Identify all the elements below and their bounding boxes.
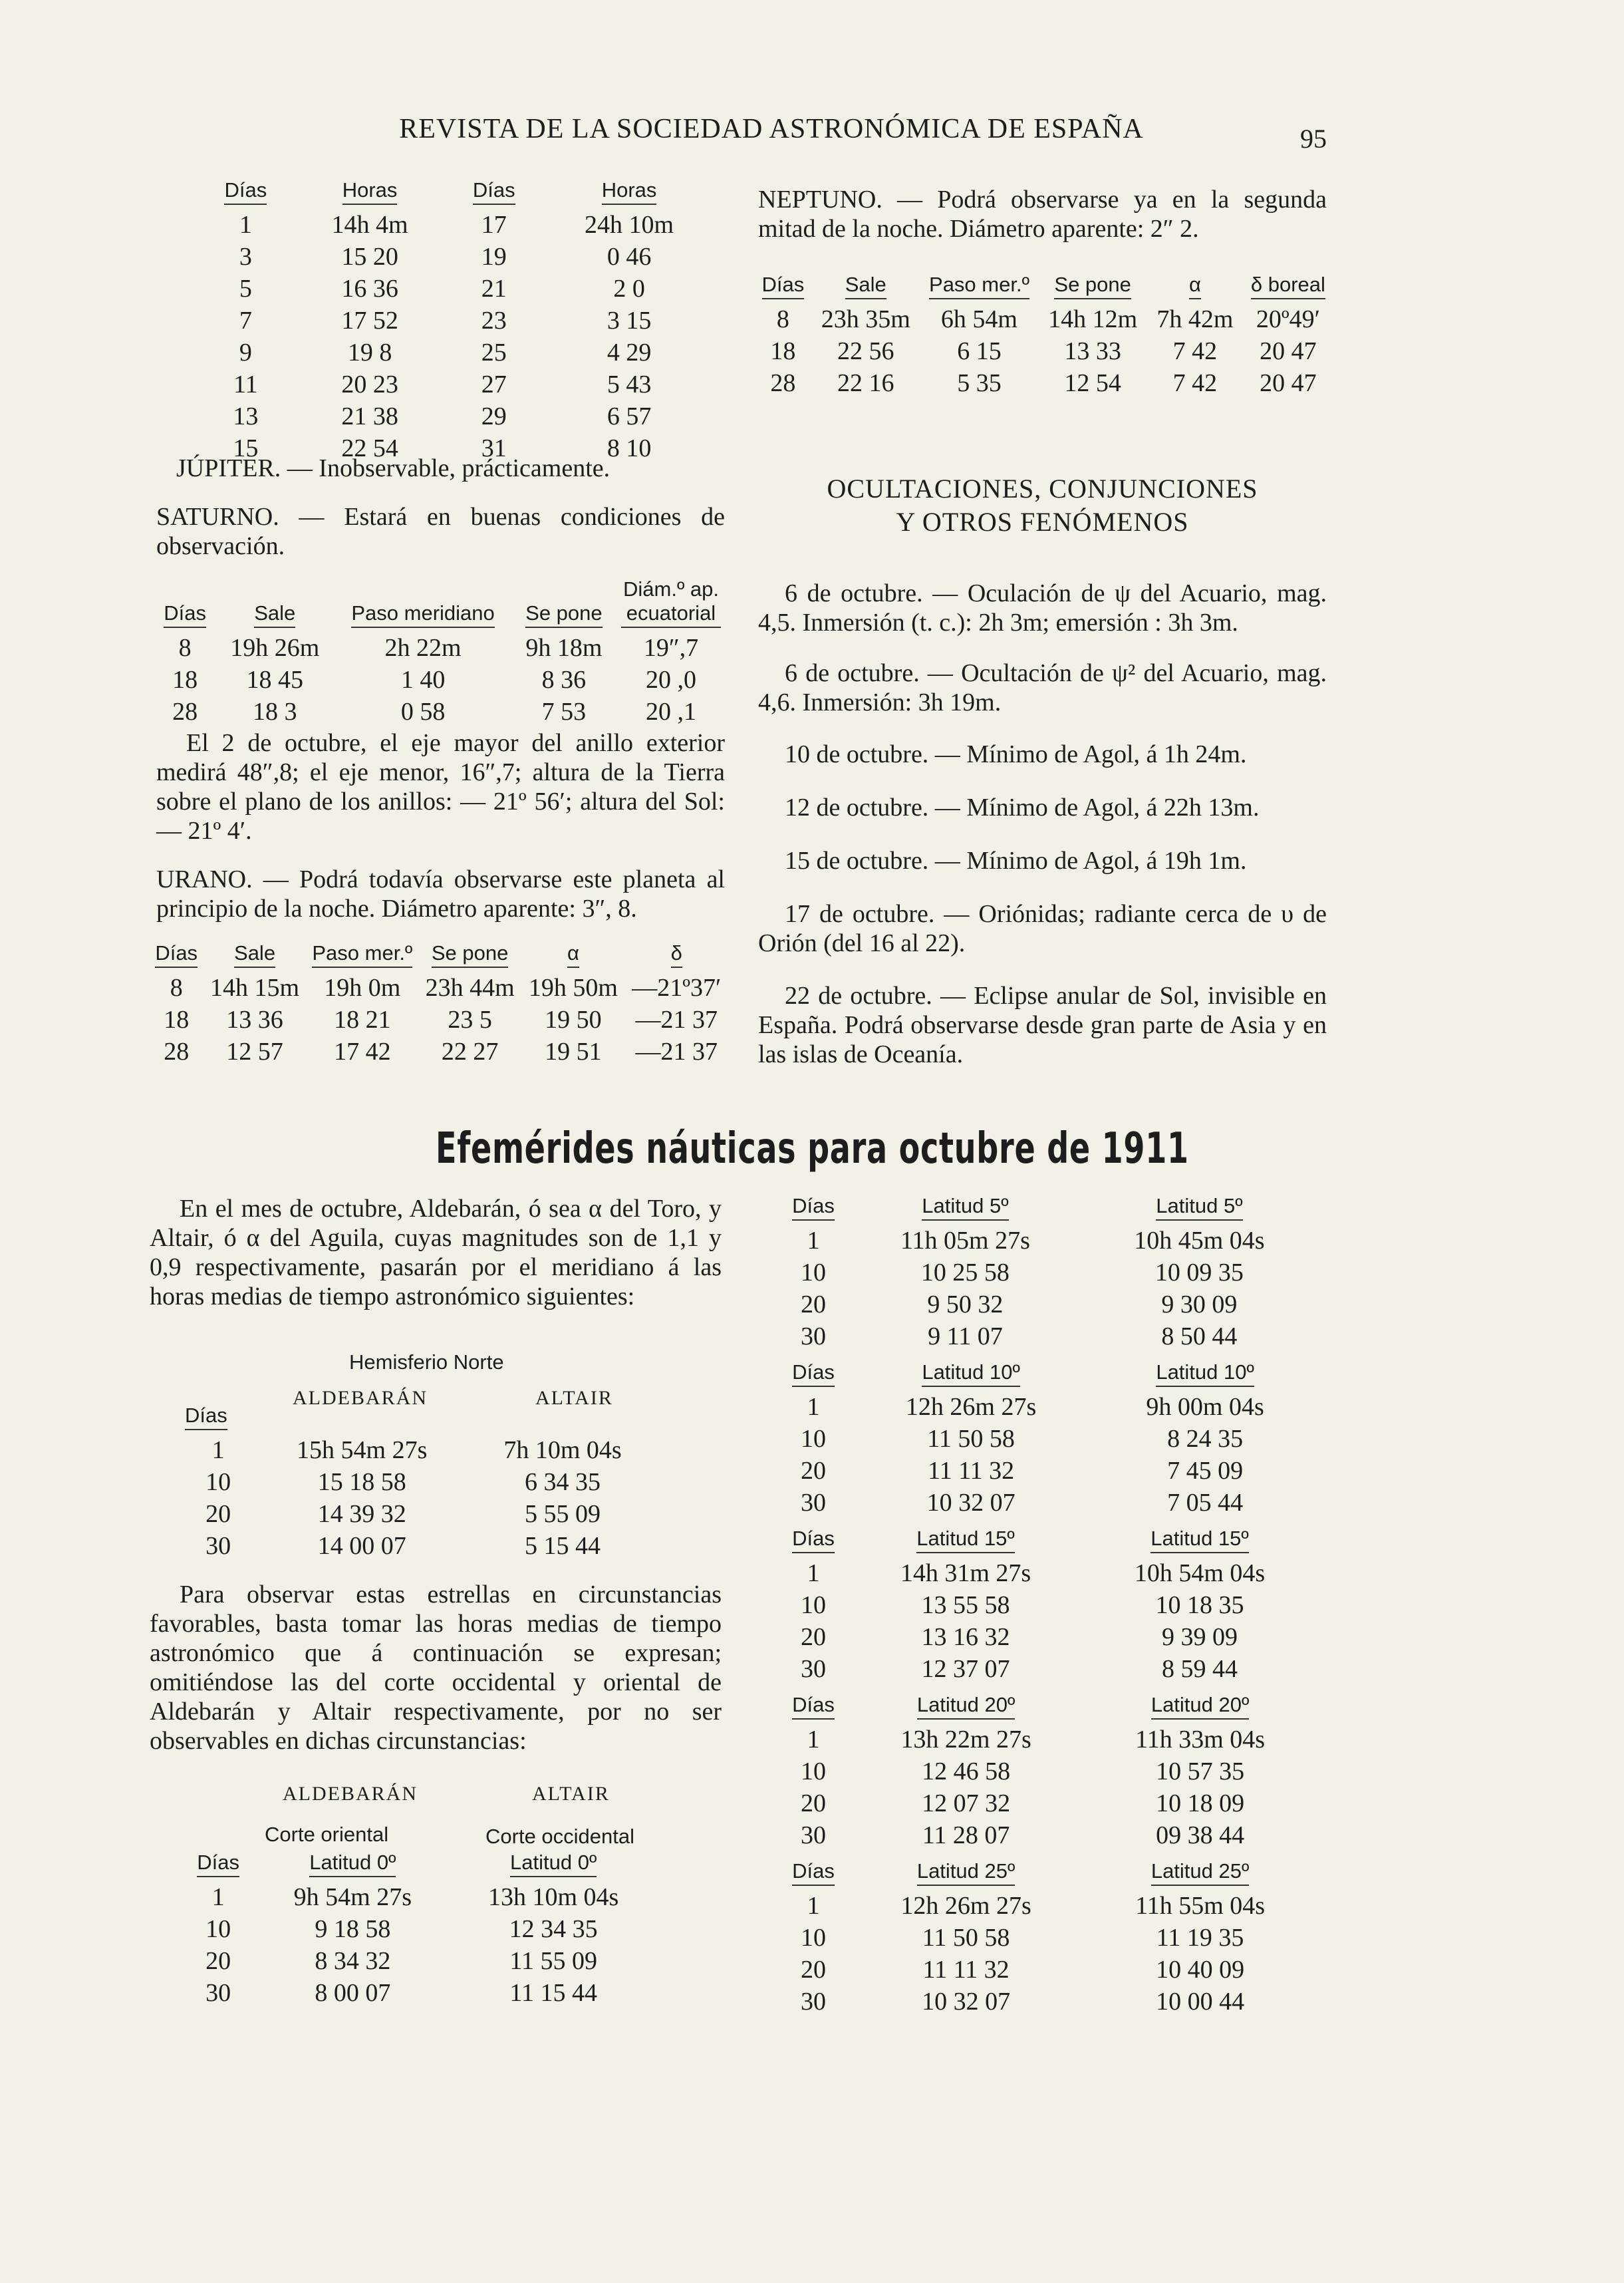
table-cell: 16 36 bbox=[341, 275, 398, 303]
table-cell: 4 29 bbox=[607, 339, 652, 367]
table-row bbox=[755, 335, 1333, 367]
col-header: Sale bbox=[811, 273, 920, 303]
table-cell: 21 bbox=[481, 275, 507, 303]
table-cell: 10h 45m 04s bbox=[1134, 1227, 1265, 1255]
table-cell: 11 11 32 bbox=[927, 1457, 1015, 1485]
section-heading-line: Y OTROS FENÓMENOS bbox=[896, 507, 1189, 537]
table-cell: 22 56 bbox=[837, 337, 894, 365]
col-header: Latitud 20º bbox=[849, 1693, 1083, 1724]
table-row bbox=[778, 1890, 1317, 1922]
table-cell: 1 bbox=[807, 1393, 820, 1421]
table-cell: 6h 54m bbox=[940, 305, 1017, 333]
table-cell: 6 57 bbox=[607, 402, 652, 430]
table-cell: 19h 0m bbox=[324, 974, 401, 1002]
table-cell: 10 bbox=[801, 1924, 826, 1952]
table-cell: 28 bbox=[172, 698, 198, 726]
table-cell: 17 42 bbox=[334, 1038, 391, 1066]
col-header: δ boreal bbox=[1243, 273, 1333, 303]
col-header: Sale bbox=[203, 941, 306, 972]
running-header: REVISTA DE LA SOCIEDAD ASTRONÓMICA DE ESPAÑA bbox=[399, 114, 1144, 144]
table-cell: 20 bbox=[801, 1956, 826, 1984]
table-cell: 13 bbox=[233, 402, 259, 430]
table-cell: 19h 26m bbox=[230, 634, 320, 662]
col-header: Latitud 0º bbox=[448, 1851, 658, 1881]
table-cell: 1 40 bbox=[400, 666, 446, 694]
table-row bbox=[154, 632, 726, 664]
table-cell: 12 07 32 bbox=[922, 1789, 1011, 1817]
col-header: Latitud 15º bbox=[1083, 1527, 1317, 1557]
latitude-table bbox=[778, 1360, 1317, 1519]
col-header: Latitud 25º bbox=[1083, 1859, 1317, 1890]
table-cell: 11 11 32 bbox=[922, 1956, 1010, 1984]
table-cell: 14 39 32 bbox=[317, 1500, 406, 1528]
table-row bbox=[778, 1724, 1317, 1755]
table-cell: 20 bbox=[801, 1623, 826, 1651]
table-cell: 8 bbox=[178, 634, 192, 662]
table-cell: 20 ,1 bbox=[646, 698, 696, 726]
table-cell: 20 bbox=[801, 1291, 826, 1318]
col-header: Paso mer.º bbox=[307, 941, 418, 972]
nautical-title: Efemérides náuticas para octubre de 1911 bbox=[436, 1124, 1189, 1173]
table-cell: 30 bbox=[205, 1979, 231, 2007]
table-cell: 11h 55m 04s bbox=[1135, 1892, 1266, 1920]
table-cell: 28 bbox=[164, 1038, 190, 1066]
table-row bbox=[755, 303, 1333, 335]
altair-label: ALTAIR bbox=[535, 1387, 613, 1409]
table-row bbox=[778, 1589, 1317, 1621]
table-cell: 23h 35m bbox=[821, 305, 910, 333]
table-row bbox=[778, 1257, 1317, 1289]
north-table bbox=[180, 1404, 658, 1562]
saturn-ring-paragraph: El 2 de octubre, el eje mayor del anillo exterior medirá 48″,8; el eje menor, 16″,7; altura de la Tierra sobre el plano de los anillos: — 21º 56′; altura del Sol: — 21º 4′. bbox=[156, 729, 725, 845]
table-cell: 13 16 32 bbox=[921, 1623, 1010, 1651]
col-header: Días bbox=[778, 1194, 849, 1225]
table-cell: 9 bbox=[239, 339, 252, 367]
table-row bbox=[154, 696, 726, 728]
col-header: Latitud 25º bbox=[849, 1859, 1083, 1890]
table-row bbox=[150, 972, 728, 1004]
table-cell: 15h 54m 27s bbox=[297, 1436, 428, 1464]
table-cell: 21 38 bbox=[341, 402, 398, 430]
table-cell: 31 bbox=[481, 434, 507, 462]
table-cell: 10 bbox=[205, 1468, 231, 1496]
col-header: Días bbox=[755, 273, 811, 303]
table-cell: 20 47 bbox=[1260, 337, 1317, 365]
col-header: Días bbox=[448, 178, 540, 209]
table-cell: 10 32 07 bbox=[922, 1988, 1011, 2016]
table-cell: 8 bbox=[776, 305, 789, 333]
table-cell: 7h 42m bbox=[1156, 305, 1234, 333]
table-cell: 24h 10m bbox=[585, 211, 674, 239]
table-cell: 9 11 07 bbox=[928, 1322, 1003, 1350]
table-cell: 10 57 35 bbox=[1156, 1757, 1245, 1785]
table-cell: 10 25 58 bbox=[920, 1259, 1010, 1287]
table-cell: 9 18 58 bbox=[315, 1915, 391, 1943]
table-cell: 14 00 07 bbox=[317, 1532, 406, 1560]
table-row bbox=[778, 1819, 1317, 1851]
table-row bbox=[778, 1922, 1317, 1954]
table-cell: 5 15 44 bbox=[525, 1532, 601, 1560]
table-row bbox=[778, 1621, 1317, 1653]
table-cell: 7 05 44 bbox=[1167, 1489, 1244, 1517]
jupiter-note: JÚPITER. — Inobservable, prácticamente. bbox=[176, 454, 610, 482]
uranus-note: URANO. — Podrá todavía observarse este planeta al principio de la noche. Diámetro aparente: 3″, 8. bbox=[156, 865, 725, 923]
table-row bbox=[778, 1557, 1317, 1589]
table-cell: 9h 00m 04s bbox=[1146, 1393, 1264, 1421]
table-cell: 5 35 bbox=[957, 369, 1002, 397]
aldebaran-label: ALDEBARÁN bbox=[283, 1783, 418, 1805]
table-cell: 7h 10m 04s bbox=[503, 1436, 622, 1464]
event-item: 6 de octubre. — Ocultación de ψ² del Acuario, mag. 4,6. Inmersión: 3h 19m. bbox=[758, 659, 1327, 716]
table-row bbox=[200, 337, 718, 369]
table-cell: —21 37 bbox=[635, 1038, 718, 1066]
table-cell: 11 50 58 bbox=[922, 1924, 1010, 1952]
table-cell: 8 34 32 bbox=[315, 1947, 391, 1975]
table-cell: 23 5 bbox=[448, 1006, 492, 1034]
table-row bbox=[755, 367, 1333, 399]
table-cell: 23 bbox=[481, 307, 507, 335]
table-cell: 7 bbox=[239, 307, 252, 335]
table-cell: 30 bbox=[801, 1489, 826, 1517]
table-cell: 18 bbox=[770, 337, 796, 365]
table-cell: 8 10 bbox=[607, 434, 652, 462]
col-header: Días bbox=[200, 178, 292, 209]
table-row bbox=[778, 1755, 1317, 1787]
table-cell: 10 32 07 bbox=[926, 1489, 1015, 1517]
table-cell: 0 58 bbox=[400, 698, 446, 726]
col-header: Días bbox=[778, 1527, 849, 1557]
table-cell: 10 bbox=[801, 1591, 826, 1619]
table-cell: 19 51 bbox=[545, 1038, 602, 1066]
col-header: Horas bbox=[540, 178, 718, 209]
table-row bbox=[150, 1004, 728, 1036]
table-cell: 7 53 bbox=[541, 698, 587, 726]
table-cell: 22 54 bbox=[341, 434, 398, 462]
table-cell: 1 bbox=[807, 1892, 820, 1920]
table-cell: 9h 54m 27s bbox=[293, 1883, 412, 1911]
col-header: α bbox=[1147, 273, 1243, 303]
table-cell: 19 bbox=[481, 243, 507, 271]
table-cell: 7 42 bbox=[1172, 369, 1218, 397]
table-cell: 20 bbox=[801, 1457, 826, 1485]
table-cell: 2 0 bbox=[613, 275, 645, 303]
col-header: Días bbox=[180, 1851, 257, 1881]
nautical-intro: En el mes de octubre, Aldebarán, ó sea α del Toro, y Altair, ó α del Aguila, cuyas magnitudes son de 1,1 y 0,9 respectivamente, pasarán por el meridiano á las horas medias de tiempo astronómico siguientes: bbox=[150, 1195, 722, 1310]
latitude-table bbox=[778, 1693, 1317, 1851]
col-header: Se pone bbox=[512, 577, 616, 632]
table-cell: 28 bbox=[770, 369, 796, 397]
col-header: α bbox=[521, 941, 624, 972]
col-header: Se pone bbox=[418, 941, 521, 972]
event-item: 15 de octubre. — Mínimo de Agol, á 19h 1m. bbox=[785, 847, 1247, 875]
table-cell: 8 bbox=[170, 974, 183, 1002]
col-header: Se pone bbox=[1038, 273, 1147, 303]
table-row bbox=[200, 273, 718, 305]
table-cell: 3 15 bbox=[607, 307, 652, 335]
table-cell: 14h 15m bbox=[210, 974, 300, 1002]
table-cell: 18 bbox=[164, 1006, 190, 1034]
table-cell: 8 59 44 bbox=[1162, 1655, 1238, 1683]
table-cell: 12 37 07 bbox=[921, 1655, 1010, 1683]
table-cell: 1 bbox=[807, 1227, 820, 1255]
section-heading-line: OCULTACIONES, CONJUNCIONES bbox=[827, 474, 1258, 504]
table-cell: —21º37′ bbox=[632, 974, 722, 1002]
table-cell: 14h 12m bbox=[1048, 305, 1138, 333]
table-cell: 8 24 35 bbox=[1167, 1425, 1244, 1453]
table-cell: 22 27 bbox=[441, 1038, 499, 1066]
table-row bbox=[778, 1289, 1317, 1320]
table-cell: 7 42 bbox=[1172, 337, 1218, 365]
table-row bbox=[778, 1487, 1317, 1519]
table-cell: 9 30 09 bbox=[1161, 1291, 1238, 1318]
table-cell: 6 34 35 bbox=[525, 1468, 601, 1496]
table-cell: 10h 54m 04s bbox=[1134, 1559, 1266, 1587]
saturn-note: SATURNO. — Estará en buenas condiciones de observación. bbox=[156, 503, 725, 560]
table-cell: 11h 05m 27s bbox=[900, 1227, 1030, 1255]
table-row bbox=[180, 1913, 658, 1945]
table-cell: 13 36 bbox=[226, 1006, 283, 1034]
table-cell: —21 37 bbox=[635, 1006, 718, 1034]
table-row bbox=[200, 369, 718, 400]
table-cell: 8 00 07 bbox=[315, 1979, 391, 2007]
page-number: 95 bbox=[1300, 124, 1327, 154]
table-cell: 9 50 32 bbox=[927, 1291, 1004, 1318]
table-cell: 14h 31m 27s bbox=[900, 1559, 1031, 1587]
table-cell: 5 bbox=[239, 275, 252, 303]
table-cell: 1 bbox=[807, 1559, 820, 1587]
table-cell: 12 46 58 bbox=[922, 1757, 1011, 1785]
table-row bbox=[154, 664, 726, 696]
table-row bbox=[180, 1945, 658, 1977]
table-cell: 12 34 35 bbox=[509, 1915, 598, 1943]
nautical-paragraph: Para observar estas estrellas en circunstancias favorables, basta tomar las horas medias de tiempo astronómico que á continuación se expresan; omitiéndose las del corte occidental y oriental de Aldebarán y Altair respectivamente, por no ser observables en dichas circunstancias: bbox=[150, 1581, 722, 1755]
table-cell: 13h 22m 27s bbox=[900, 1726, 1031, 1753]
col-header: Diám.º ap. ecuatorial bbox=[616, 577, 726, 632]
col-header: Paso mer.º bbox=[920, 273, 1039, 303]
col-header: Días bbox=[150, 941, 203, 972]
table-row bbox=[778, 1423, 1317, 1455]
table-row bbox=[150, 1036, 728, 1068]
table-cell: 1 bbox=[211, 1883, 225, 1911]
table-cell: 8 50 44 bbox=[1161, 1322, 1238, 1350]
table-cell: 10 40 09 bbox=[1156, 1956, 1245, 1984]
table-row bbox=[180, 1498, 658, 1530]
table-cell: 27 bbox=[481, 371, 507, 398]
table-row bbox=[180, 1466, 658, 1498]
table-cell: 18 45 bbox=[246, 666, 303, 694]
table-cell: 18 21 bbox=[334, 1006, 391, 1034]
table-cell: 8 36 bbox=[541, 666, 587, 694]
table-cell: 20 bbox=[205, 1500, 231, 1528]
col-header: Horas bbox=[292, 178, 448, 209]
table-cell: 10 bbox=[801, 1425, 826, 1453]
col-header: Latitud 20º bbox=[1083, 1693, 1317, 1724]
table-cell: 22 16 bbox=[837, 369, 894, 397]
table-cell: 12h 26m 27s bbox=[905, 1393, 1037, 1421]
table-cell: 6 15 bbox=[957, 337, 1002, 365]
table-cell: 10 bbox=[801, 1757, 826, 1785]
section-heading bbox=[758, 472, 1327, 539]
table-cell: 09 38 44 bbox=[1156, 1821, 1245, 1849]
table-cell: 14h 4m bbox=[331, 211, 408, 239]
table-cell: 20 bbox=[801, 1789, 826, 1817]
col-header: Días bbox=[778, 1360, 849, 1391]
table-row bbox=[200, 305, 718, 337]
table-cell: 20 bbox=[205, 1947, 231, 1975]
col-header: Latitud 5º bbox=[849, 1194, 1082, 1225]
mars-table bbox=[200, 178, 718, 464]
corte-occidental-label: Corte occidental bbox=[485, 1825, 635, 1848]
table-cell: 18 bbox=[172, 666, 198, 694]
table-cell: 9h 18m bbox=[525, 634, 603, 662]
table-cell: 3 bbox=[239, 243, 252, 271]
table-row bbox=[180, 1530, 658, 1562]
latitude-table bbox=[778, 1527, 1317, 1685]
table-cell: 10 bbox=[205, 1915, 231, 1943]
table-cell: 17 52 bbox=[341, 307, 398, 335]
event-item: 12 de octubre. — Mínimo de Agol, á 22h 13m. bbox=[785, 794, 1260, 822]
table-row bbox=[778, 1787, 1317, 1819]
table-cell: 11 50 58 bbox=[927, 1425, 1015, 1453]
table-row bbox=[180, 1977, 658, 2009]
event-item: 22 de octubre. — Eclipse anular de Sol, invisible en España. Podrá observarse desde gran parte de Asia y en las islas de Oceanía. bbox=[758, 982, 1327, 1068]
table-row bbox=[778, 1455, 1317, 1487]
col-header: Latitud 10º bbox=[1093, 1360, 1317, 1391]
table-cell: 10 09 35 bbox=[1154, 1259, 1244, 1287]
table-cell: 13 55 58 bbox=[921, 1591, 1010, 1619]
table-cell: 15 bbox=[233, 434, 259, 462]
neptune-note: NEPTUNO. — Podrá observarse ya en la segunda mitad de la noche. Diámetro aparente: 2″ 2. bbox=[758, 186, 1327, 243]
lat0-table bbox=[180, 1851, 658, 2009]
table-cell: 17 bbox=[481, 211, 507, 239]
table-cell: 30 bbox=[801, 1322, 826, 1350]
col-header: Días bbox=[778, 1693, 849, 1724]
table-row bbox=[180, 1434, 658, 1466]
table-cell: 10 00 44 bbox=[1156, 1988, 1245, 2016]
table-row bbox=[200, 400, 718, 432]
event-item: 17 de octubre. — Oriónidas; radiante cerca de υ de Orión (del 16 al 22). bbox=[758, 900, 1327, 957]
col-header: δ bbox=[625, 941, 728, 972]
col-header: Días bbox=[154, 577, 215, 632]
table-cell: 9 39 09 bbox=[1162, 1623, 1238, 1651]
table-cell: 20º49′ bbox=[1256, 305, 1320, 333]
table-cell: 7 45 09 bbox=[1167, 1457, 1244, 1485]
corte-oriental-label: Corte oriental bbox=[265, 1823, 389, 1846]
hemisferio-label: Hemisferio Norte bbox=[349, 1350, 504, 1374]
table-cell: 30 bbox=[801, 1655, 826, 1683]
col-header: Sale bbox=[215, 577, 334, 632]
table-cell: 20 ,0 bbox=[646, 666, 696, 694]
event-item: 10 de octubre. — Mínimo de Agol, á 1h 24m. bbox=[785, 740, 1247, 768]
table-row bbox=[778, 1653, 1317, 1685]
table-row bbox=[778, 1391, 1317, 1423]
table-cell: 11 55 09 bbox=[509, 1947, 597, 1975]
table-cell: 19h 50m bbox=[528, 974, 618, 1002]
table-cell: 15 18 58 bbox=[317, 1468, 406, 1496]
table-cell: 5 55 09 bbox=[525, 1500, 601, 1528]
table-cell: 13 33 bbox=[1064, 337, 1121, 365]
table-row bbox=[200, 209, 718, 241]
col-header: Latitud 5º bbox=[1082, 1194, 1317, 1225]
table-cell: 11 19 35 bbox=[1156, 1924, 1244, 1952]
table-cell: 11 28 07 bbox=[922, 1821, 1010, 1849]
table-cell: 19 8 bbox=[347, 339, 392, 367]
table-cell: 30 bbox=[801, 1821, 826, 1849]
table-row bbox=[778, 1986, 1317, 2018]
table-cell: 1 bbox=[807, 1726, 820, 1753]
table-cell: 11 bbox=[233, 371, 258, 398]
aldebaran-label: ALDEBARÁN bbox=[293, 1387, 428, 1409]
latitude-table bbox=[778, 1194, 1317, 1352]
table-row bbox=[180, 1881, 658, 1913]
saturn-table bbox=[154, 577, 726, 728]
table-cell: 18 3 bbox=[252, 698, 297, 726]
table-cell: 29 bbox=[481, 402, 507, 430]
table-cell: 15 20 bbox=[341, 243, 398, 271]
col-header: Paso meridiano bbox=[334, 577, 512, 632]
table-cell: 1 bbox=[211, 1436, 225, 1464]
table-cell: 12 54 bbox=[1064, 369, 1121, 397]
table-cell: 19 50 bbox=[545, 1006, 602, 1034]
latitude-table bbox=[778, 1859, 1317, 2018]
col-header: Latitud 0º bbox=[257, 1851, 448, 1881]
table-cell: 10 18 35 bbox=[1155, 1591, 1244, 1619]
table-cell: 12 57 bbox=[226, 1038, 283, 1066]
table-cell: 25 bbox=[481, 339, 507, 367]
table-cell: 30 bbox=[205, 1532, 231, 1560]
table-row bbox=[778, 1225, 1317, 1257]
table-cell: 20 23 bbox=[341, 371, 398, 398]
altair-label: ALTAIR bbox=[532, 1783, 610, 1805]
table-cell: 11 15 44 bbox=[509, 1979, 597, 2007]
table-row bbox=[778, 1954, 1317, 1986]
table-cell: 10 18 09 bbox=[1156, 1789, 1245, 1817]
table-cell: 5 43 bbox=[607, 371, 652, 398]
col-header: Días bbox=[778, 1859, 849, 1890]
col-header: Latitud 10º bbox=[849, 1360, 1093, 1391]
table-cell: 19″,7 bbox=[643, 634, 699, 662]
table-cell: 12h 26m 27s bbox=[900, 1892, 1031, 1920]
table-cell: 10 bbox=[801, 1259, 826, 1287]
table-cell: 11h 33m 04s bbox=[1135, 1726, 1266, 1753]
col-header: Latitud 15º bbox=[849, 1527, 1083, 1557]
table-cell: 0 46 bbox=[607, 243, 652, 271]
table-cell: 20 47 bbox=[1260, 369, 1317, 397]
table-cell: 13h 10m 04s bbox=[487, 1883, 619, 1911]
table-cell: 23h 44m bbox=[425, 974, 515, 1002]
table-row bbox=[778, 1320, 1317, 1352]
table-row bbox=[200, 241, 718, 273]
table-cell: 1 bbox=[239, 211, 252, 239]
table-cell: 2h 22m bbox=[384, 634, 462, 662]
col-header: Días bbox=[180, 1404, 257, 1434]
table-cell: 30 bbox=[801, 1988, 826, 2016]
event-item: 6 de octubre. — Oculación de ψ del Acuario, mag. 4,5. Inmersión (t. c.): 2h 3m; emersión : 3h 3m. bbox=[758, 579, 1327, 637]
uranus-table bbox=[150, 941, 728, 1068]
neptune-table bbox=[755, 273, 1333, 399]
